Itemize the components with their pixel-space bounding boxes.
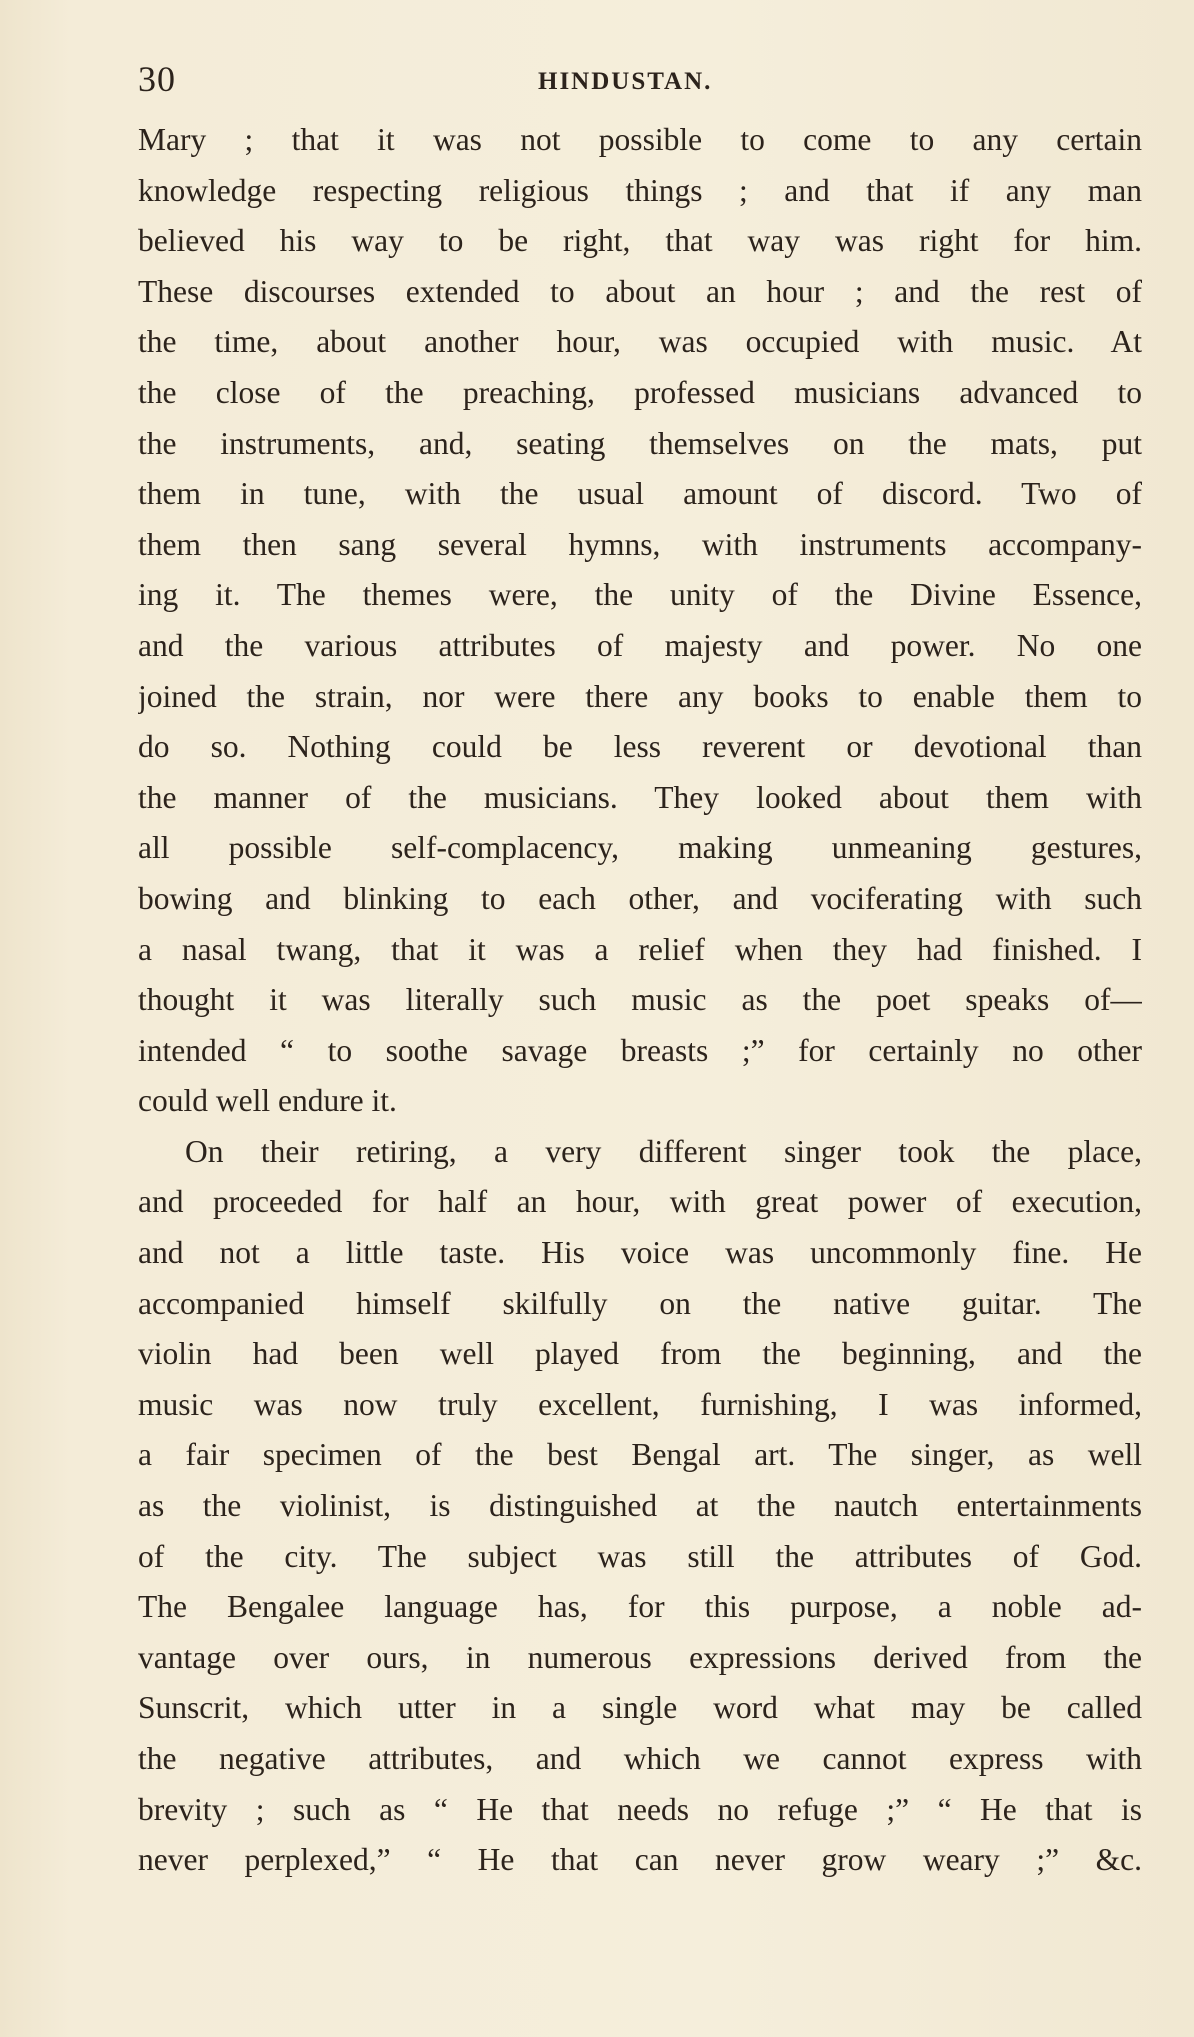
text-line: as the violinist, is distinguished at the nautch entertainments	[138, 1488, 1142, 1524]
text-line: the negative attributes, and which we cannot express with	[138, 1741, 1142, 1776]
running-title: HINDUSTAN.	[538, 68, 713, 95]
text-line: and the various attributes of majesty and power. No one	[138, 627, 1142, 663]
body-text	[138, 115, 1142, 1886]
running-head	[138, 58, 1138, 108]
text-line: a nasal twang, that it was a relief when they had finished. I	[138, 931, 1142, 967]
text-line: the manner of the musicians. They looked about them with	[138, 779, 1142, 815]
text-line: do so. Nothing could be less reverent or devotional than	[138, 729, 1142, 765]
text-line: vantage over ours, in numerous expressions derived from the	[138, 1639, 1142, 1675]
text-line: accompanied himself skilfully on the native guitar. The	[138, 1285, 1142, 1321]
text-line: music was now truly excellent, furnishing, I was informed,	[138, 1386, 1142, 1422]
paragraph-end-line: could well endure it.	[138, 1083, 397, 1119]
paragraph-start-line: On their retiring, a very different singer took the place,	[185, 1133, 1142, 1169]
text-line: joined the strain, nor were there any books to enable them to	[138, 678, 1142, 714]
text-line: intended “ to soothe savage breasts ;” for certainly no other	[138, 1032, 1142, 1068]
page-number: 30	[138, 59, 176, 99]
text-line: bowing and blinking to each other, and vociferating with such	[138, 880, 1142, 916]
text-line: and proceeded for half an hour, with great power of execution,	[138, 1184, 1142, 1220]
text-line: them then sang several hymns, with instruments accompany-	[138, 526, 1142, 562]
text-line: knowledge respecting religious things ; and that if any man	[138, 172, 1142, 208]
text-line: never perplexed,” “ He that can never grow weary ;” &c.	[138, 1842, 1142, 1878]
text-line: violin had been well played from the beginning, and the	[138, 1336, 1142, 1372]
text-line: ing it. The themes were, the unity of the Divine Essence,	[138, 577, 1142, 613]
text-line: the time, about another hour, was occupied with music. At	[138, 324, 1142, 360]
text-line: and not a little taste. His voice was uncommonly fine. He	[138, 1235, 1142, 1271]
text-line: them in tune, with the usual amount of discord. Two of	[138, 476, 1142, 512]
text-line: of the city. The subject was still the attributes of God.	[138, 1538, 1142, 1574]
text-line: thought it was literally such music as the poet speaks of—	[138, 982, 1142, 1018]
text-line: the instruments, and, seating themselves on the mats, put	[138, 425, 1142, 461]
text-line: The Bengalee language has, for this purpose, a noble ad-	[138, 1589, 1142, 1625]
text-line: the close of the preaching, professed musicians advanced to	[138, 374, 1142, 410]
text-line: brevity ; such as “ He that needs no refuge ;” “ He that is	[138, 1791, 1142, 1827]
text-line: all possible self-complacency, making unmeaning gestures,	[138, 830, 1142, 866]
text-line: a fair specimen of the best Bengal art. The singer, as well	[138, 1437, 1142, 1473]
text-line: Mary ; that it was not possible to come to any certain	[138, 122, 1142, 157]
text-line: believed his way to be right, that way was right for him.	[138, 223, 1142, 259]
text-line: Sunscrit, which utter in a single word what may be called	[138, 1690, 1142, 1726]
text-line: These discourses extended to about an hour ; and the rest of	[138, 273, 1142, 309]
